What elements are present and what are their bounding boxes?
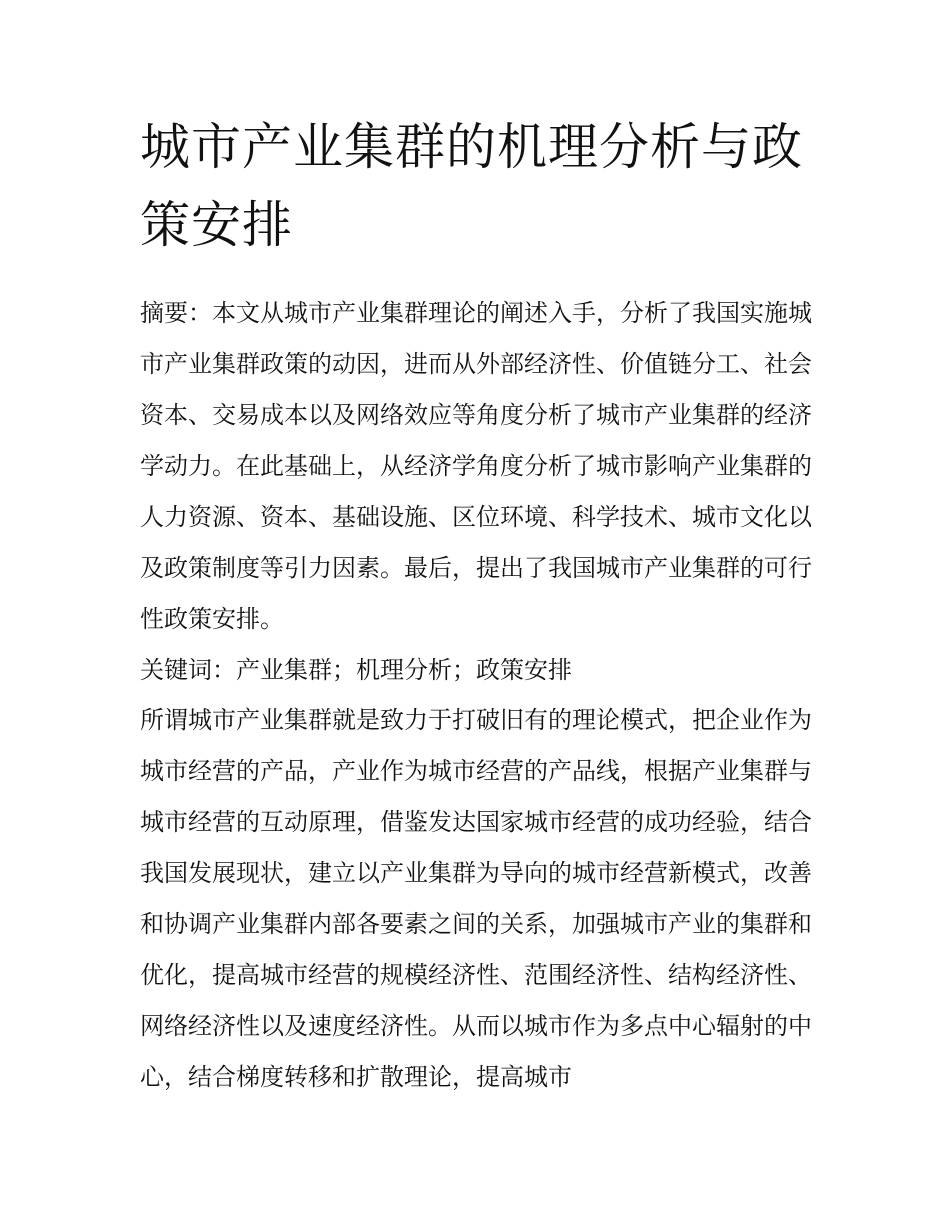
body-paragraph: 所谓城市产业集群就是致力于打破旧有的理论模式，把企业作为城市经营的产品，产业作为城市经营的产品线，根据产业集群与城市经营的互动原理，借鉴发达国家城市经营的成功经验，结合我国发展现状，建立以产业集群为导向的城市经营新模式，改善和协调产业集群内部各要素之间的关系，加强城市产业的集群和优化，提高城市经营的规模经济性、范围经济性、结构经济性、网络经济性以及速度经济性。从而以城市作为多点中心辐射的中心，结合梯度转移和扩散理论，提高城市	[140, 706, 812, 1091]
keywords-line: 关键词：产业集群；机理分析；政策安排	[140, 656, 572, 684]
document-page	[140, 108, 812, 1103]
abstract-paragraph: 摘要：本文从城市产业集群理论的阐述入手，分析了我国实施城市产业集群政策的动因，进而从外部经济性、价值链分工、社会资本、交易成本以及网络效应等角度分析了城市产业集群的经济学动力。在此基础上，从经济学角度分析了城市影响产业集群的人力资源、资本、基础设施、区位环境、科学技术、城市文化以及政策制度等引力因素。最后，提出了我国城市产业集群的可行性政策安排。	[140, 299, 812, 633]
document-title: 城市产业集群的机理分析与政策安排	[140, 118, 803, 254]
